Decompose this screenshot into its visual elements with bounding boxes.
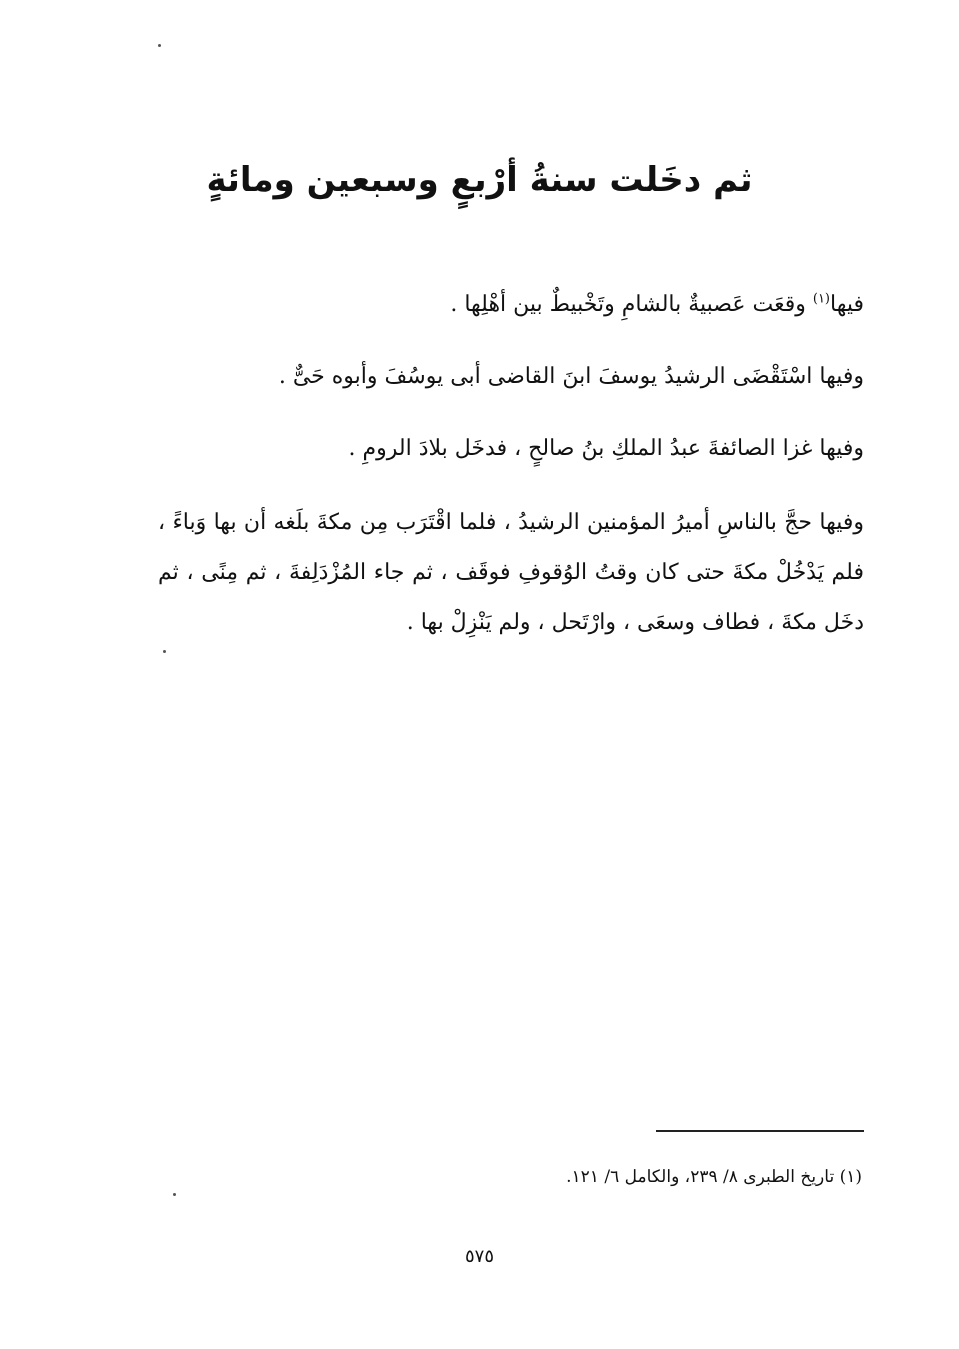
paragraph-1-start: فيها — [830, 292, 864, 317]
paragraph-4: وفيها حجَّ بالناسِ أميرُ المؤمنين الرشيدُ ، فلما اقْتَرَب مِن مكةَ بلَغه أن بها وَباءً ، فلم يَدْخُلْ مكةَ حتى كان وقتُ الوُقوفِ فوقَف ، ثم جاء المُزْدَلِفةَ ، ثم مِنًى ، ثم دخَل مكةَ ، فطاف وسعَى ، وارْتَحل ، ولم يَنْزِلْ بها . — [158, 510, 864, 635]
paragraph-1-rest: وقعَت عَصبيةٌ بالشامِ وتَخْبيطٌ بين أهْلِها . — [450, 292, 813, 317]
footnote-text: (١) تاريخ الطبرى ٨/ ٢٣٩، والكامل ٦/ ١٢١. — [566, 1167, 862, 1187]
scan-speck — [173, 1193, 176, 1196]
page-number: ٥٧٥ — [464, 1246, 494, 1267]
paragraph-3: وفيها غزا الصائفةَ عبدُ الملكِ بنُ صالحٍ ، فدخَل بلادَ الرومِ . — [348, 436, 864, 461]
paragraph-1 — [158, 282, 864, 328]
main-text — [158, 282, 864, 674]
chapter-title: ثم دخَلت سنةُ أرْبعٍ وسبعين ومائةٍ — [206, 160, 753, 200]
footnote-reference[interactable]: (١) — [812, 291, 830, 307]
paragraph-2: وفيها اسْتَقْضَى الرشيدُ يوسفَ ابنَ القاضى أبى يوسُفَ وأبوه حَىٌّ . — [278, 364, 864, 389]
scan-speck — [158, 44, 161, 47]
footnote-divider — [656, 1130, 864, 1132]
scan-speck — [163, 650, 166, 653]
